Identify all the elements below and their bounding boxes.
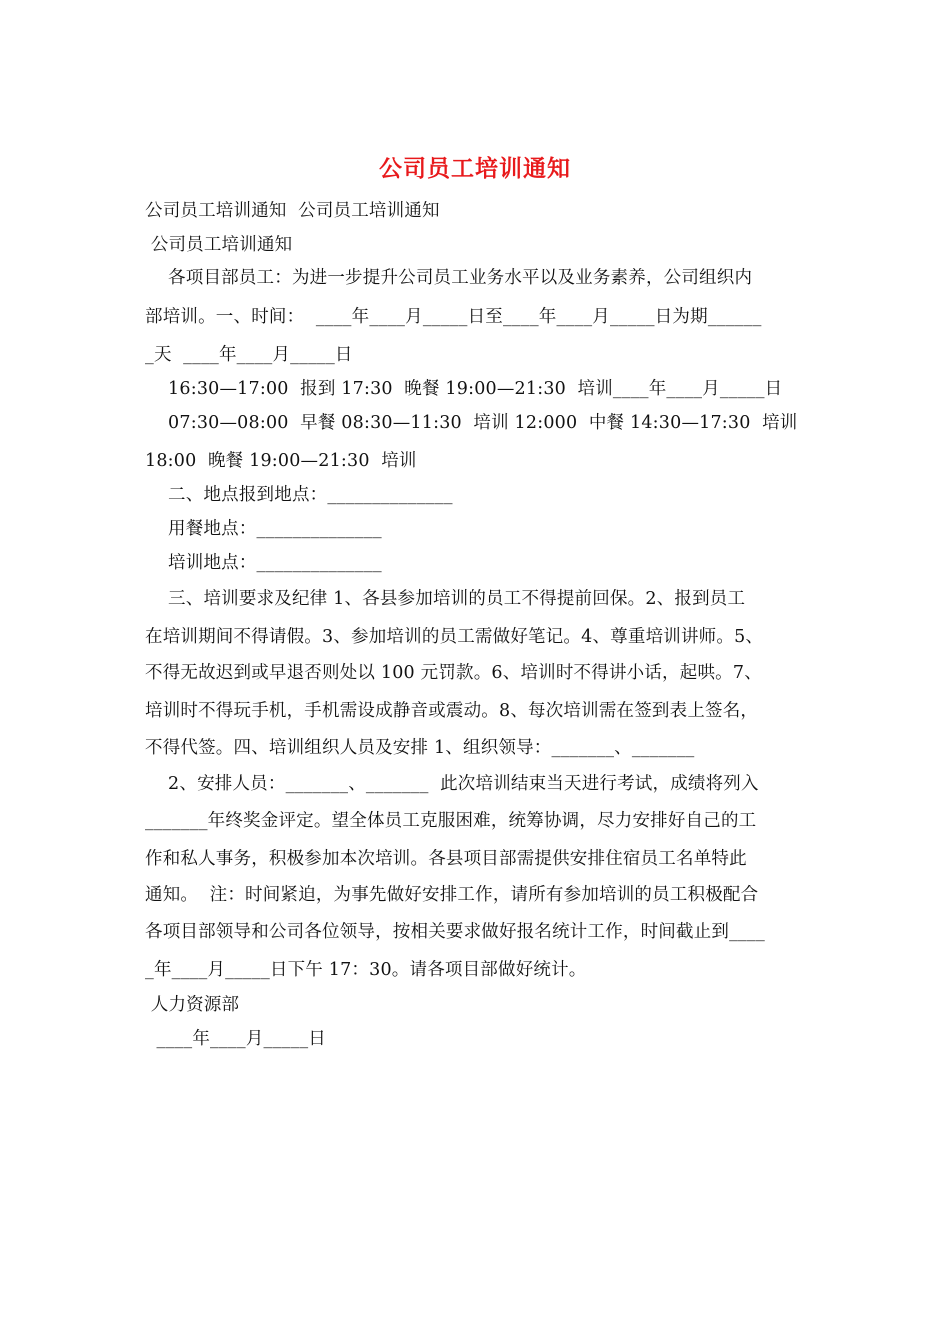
signature-department: 人力资源部 [145, 995, 240, 1015]
text-line: 通知。 注：时间紧迫，为事先做好安排工作，请所有参加培训的员工积极配合 [145, 885, 759, 905]
text-line: 公司员工培训通知 [145, 235, 293, 255]
text-line: 公司员工培训通知 公司员工培训通知 [145, 201, 440, 221]
text-line: 不得代签。四、培训组织人员及安排 1、组织领导：_______、_______ [145, 738, 695, 758]
text-line: 在培训期间不得请假。3、参加培训的员工需做好笔记。4、尊重培训讲师。5、 [145, 627, 764, 647]
text-line: 各项目部领导和公司各位领导，按相关要求做好报名统计工作，时间截止到____ [145, 922, 765, 942]
text-line: 各项目部员工：为进一步提升公司员工业务水平以及业务素养，公司组织内 [145, 268, 753, 288]
text-line: 作和私人事务，积极参加本次培训。各县项目部需提供安排住宿员工名单特此 [145, 849, 747, 869]
text-line: 培训地点：______________ [145, 553, 382, 573]
document-title: 公司员工培训通知 [379, 155, 571, 182]
text-line: 2、安排人员：_______、_______ 此次培训结束当天进行考试，成绩将列入 [145, 774, 759, 794]
text-line: 部培训。一、时间： ____年____月_____日至____年____月_____日为期______ [145, 307, 762, 327]
text-line: 07:30—08:00 早餐 08:30—11:30 培训 12:000 中餐 14:30—17:30 培训 [145, 413, 798, 433]
text-line: 不得无故迟到或早退否则处以 100 元罚款。6、培训时不得讲小话，起哄。7、 [145, 663, 762, 683]
text-line: 培训时不得玩手机，手机需设成静音或震动。8、每次培训需在签到表上签名， [145, 701, 759, 721]
text-line: 16:30—17:00 报到 17:30 晚餐 19:00—21:30 培训____年____月_____日 [145, 379, 783, 399]
text-line: 二、地点报到地点：______________ [145, 485, 453, 505]
text-line: _年____月_____日下午 17：30。请各项目部做好统计。 [145, 960, 587, 980]
signature-date: ____年____月_____日 [145, 1029, 326, 1049]
text-line: 三、培训要求及纪律 1、各县参加培训的员工不得提前回保。2、报到员工 [145, 589, 746, 609]
text-line: 用餐地点：______________ [145, 519, 382, 539]
text-line: _天 ____年____月_____日 [145, 345, 353, 365]
text-line: 18:00 晚餐 19:00—21:30 培训 [145, 451, 417, 471]
text-line: _______年终奖金评定。望全体员工克服困难，统筹协调，尽力安排好自己的工 [145, 811, 757, 831]
